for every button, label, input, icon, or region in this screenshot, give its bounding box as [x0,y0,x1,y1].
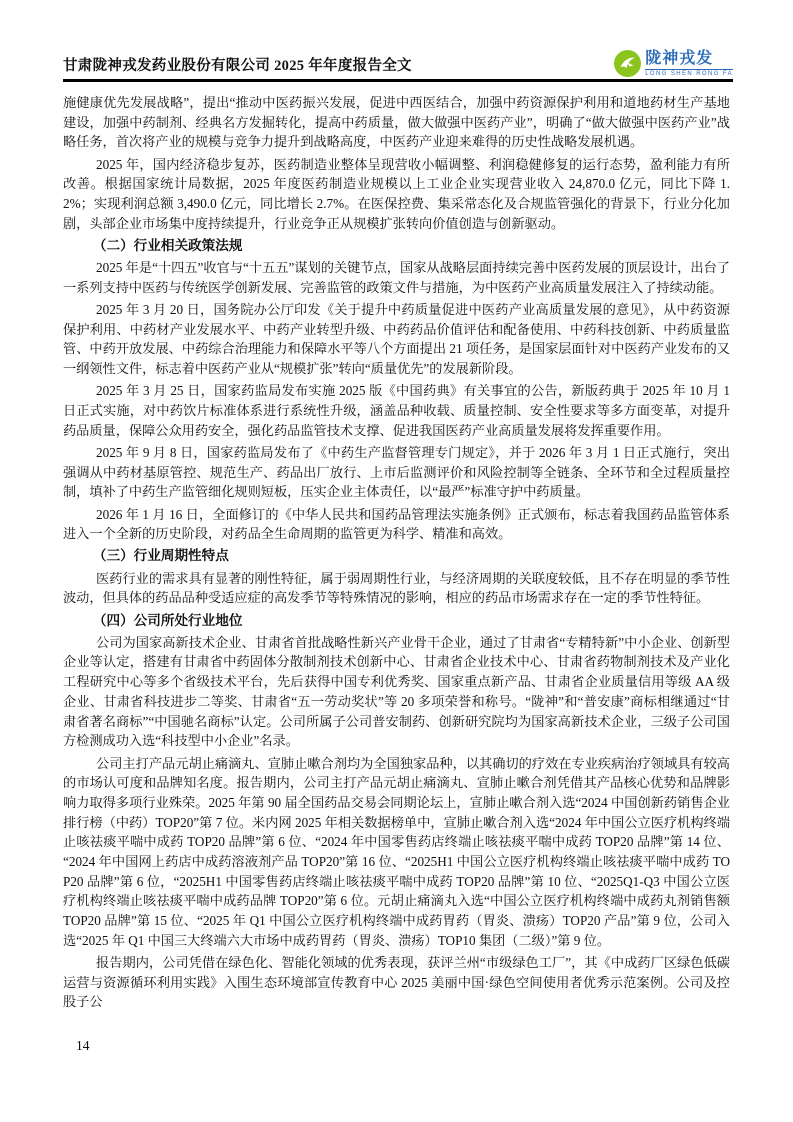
paragraph: 报告期内，公司凭借在绿色化、智能化领域的优秀表现，获评兰州“市级绿色工厂”，其《中成药厂区绿色低碳运营与资源循环利用实践》入围生态环境部宣传教育中心 2025 美丽中国·绿色空间使用者优秀示范案例。公司及控股子公 [63,955,730,1010]
paragraph: 医药行业的需求具有显著的刚性特征，属于弱周期性行业，与经济周期的关联度较低，且不存在明显的季节性波动，但具体的药品品种受适应症的高发季节等特殊情况的影响，相应的药品市场需求存在一定的季节性特征。 [63,570,730,606]
paragraph: 2025 年，国内经济稳步复苏，医药制造业整体呈现营收小幅调整、利润稳健修复的运行态势，盈利能力有所改善。根据国家统计局数据，2025 年度医药制造业规模以上工业企业实现营业收入 24,870.0 亿元，同比下降 1.2%；实现利润总额 3,490.0 亿元，同比增长 2.7%。在医保控费、集采常态化及合规监管强化的背景下，行业分化加剧，头部企业市场集中度持续提升，行业竞争正从规模扩张转向价值创造与创新驱动。 [63,156,730,231]
page-number: 14 [76,1038,90,1053]
paragraph: 公司为国家高新技术企业、甘肃省首批战略性新兴产业骨干企业，通过了甘肃省“专精特新”中小企业、创新型企业等认定，搭建有甘肃省中药固体分散制剂技术创新中心、甘肃省企业技术中心、甘肃省药物制剂技术及产业化工程研究中心等多个省级技术平台，先后获得中国专利优秀奖、国家重点新产品、甘肃省企业质量信用等级 AA 级企业、甘肃省科技进步二等奖、甘肃省“五一劳动奖状”等 20 多项荣誉和称号。“陇神”和“普安康”商标相继通过“甘肃省著名商标”“中国驰名商标”认定。公司所属子公司普安制药、创新研究院均为国家高新技术企业，三级子公司国方检测成功入选“科技型中小企业”名录。 [63,634,730,749]
logo-name-cn: 陇神戎发 [645,49,714,67]
section-heading-industry-position: （四）公司所处行业地位 [92,612,243,628]
bird-logo-icon [614,50,641,77]
paragraph: 2026 年 1 月 16 日，全面修订的《中华人民共和国药品管理法实施条例》正式颁布，标志着我国药品监管体系进入一个全新的历史阶段，对药品全生命周期的监管更为科学、精准和高效。 [63,506,730,542]
paragraph: 2025 年 3 月 20 日，国务院办公厅印发《关于提升中药质量促进中医药产业高质量发展的意见》，从中药资源保护利用、中药材产业发展水平、中药产业转型升级、中药药品价值评估和配备使用、中药科技创新、中药质量监管、中药开放发展、中药综合治理能力和保障水平等八个方面提出 21 项任务，是国家层面针对中医药产业发布的又一纲领性文件，标志着中医药产业从“规模扩张”转向“质量优先”的发展新阶段。 [63,302,730,377]
paragraph: 2025 年是“十四五”收官与“十五五”谋划的关键节点，国家从战略层面持续完善中医药发展的顶层设计，出台了一系列支持中医药与传统医学创新发展、完善监管的政策文件与措施，为中医药产业高质量发展注入了持续动能。 [63,260,730,295]
logo-name-en: LONG SHEN RONG FA [645,70,733,77]
section-heading-cyclicality: （三）行业周期性特点 [92,548,229,564]
logo-text [645,51,733,77]
company-logo [614,50,733,77]
paragraph: 公司主打产品元胡止痛滴丸、宣肺止嗽合剂均为全国独家品种，以其确切的疗效在专业疾病治疗领域具有较高的市场认可度和品牌知名度。报告期内，公司主打产品元胡止痛滴丸、宣肺止嗽合剂凭借其产品核心优势和品牌影响力取得多项行业殊荣。2025 年第 90 届全国药品交易会同期论坛上，宣肺止嗽合剂入选“2024 中国创新药销售企业排行榜（中药）TOP20”第 7 位。米内网 2025 年相关数据榜单中，宣肺止嗽合剂入选“2024 年中国公立医疗机构终端止咳祛痰平喘中成药 TOP20 品牌”第 6 位、“2024 年中国零售药店终端止咳祛痰平喘中成药 TOP20 品牌”第 14 位、“2024 年中国网上药店中成药溶液剂产品 TOP20”第 16 位、“2025H1 中国公立医疗机构终端止咳祛痰平喘中成药 TOP20 品牌”第 6 位，“2025H1 中国零售药店终端止咳祛痰平喘中成药 TOP20 品牌”第 10 位、“2025Q1-Q3 中国公立医疗机构终端止咳祛痰平喘中成药品牌 TOP20”第 6 位。元胡止痛滴丸入选“中国公立医疗机构终端中成药丸剂销售额 TOP20 品牌”第 15 位、“2025 年 Q1 中国公立医疗机构终端中成药胃药（胃炎、溃疡）TOP20 产品”第 9 位，公司入选“2025 年 Q1 中国三大终端六大市场中成药胃药（胃炎、溃疡）TOP10 集团（二级）”第 9 位。 [63,755,730,948]
page-header [63,44,733,82]
report-title: 甘肃陇神戎发药业股份有限公司 2025 年年度报告全文 [63,58,412,74]
document-body [63,93,730,1015]
paragraph: 2025 年 9 月 8 日，国家药监局发布了《中药生产监督管理专门规定》，并于 2026 年 3 月 1 日正式施行，突出强调从中药材基原管控、规范生产、药品出厂放行、上市后监测评价和风险控制等全链条、全环节和全过程质量控制，填补了中药生产监管细化规则短板，压实企业主体责任，以“最严”标准守护中药质量。 [63,444,730,500]
paragraph: 2025 年 3 月 25 日，国家药监局发布实施 2025 版《中国药典》有关事宜的公告，新版药典于 2025 年 10 月 1 日正式实施，对中药饮片标准体系进行系统性升级，涵盖品种收载、质量控制、安全性要求等多方面变革，对提升药品质量，保障公众用药安全，强化药品监管技术支撑、促进我国医药产业高质量发展将发挥重要作用。 [63,383,730,438]
paragraph: 施健康优先发展战略”，提出“推动中医药振兴发展，促进中西医结合，加强中药资源保护利用和道地药材生产基地建设，加强中药制剂、经典名方发掘转化，提高中药质量，做大做强中医药产业”，明确了“做大做强中医药产业”战略任务，首次将产业的规模与竞争力提升到战略高度，中医药产业迎来难得的历史性战略发展机遇。 [63,95,730,150]
section-heading-policy: （二）行业相关政策法规 [92,237,243,253]
